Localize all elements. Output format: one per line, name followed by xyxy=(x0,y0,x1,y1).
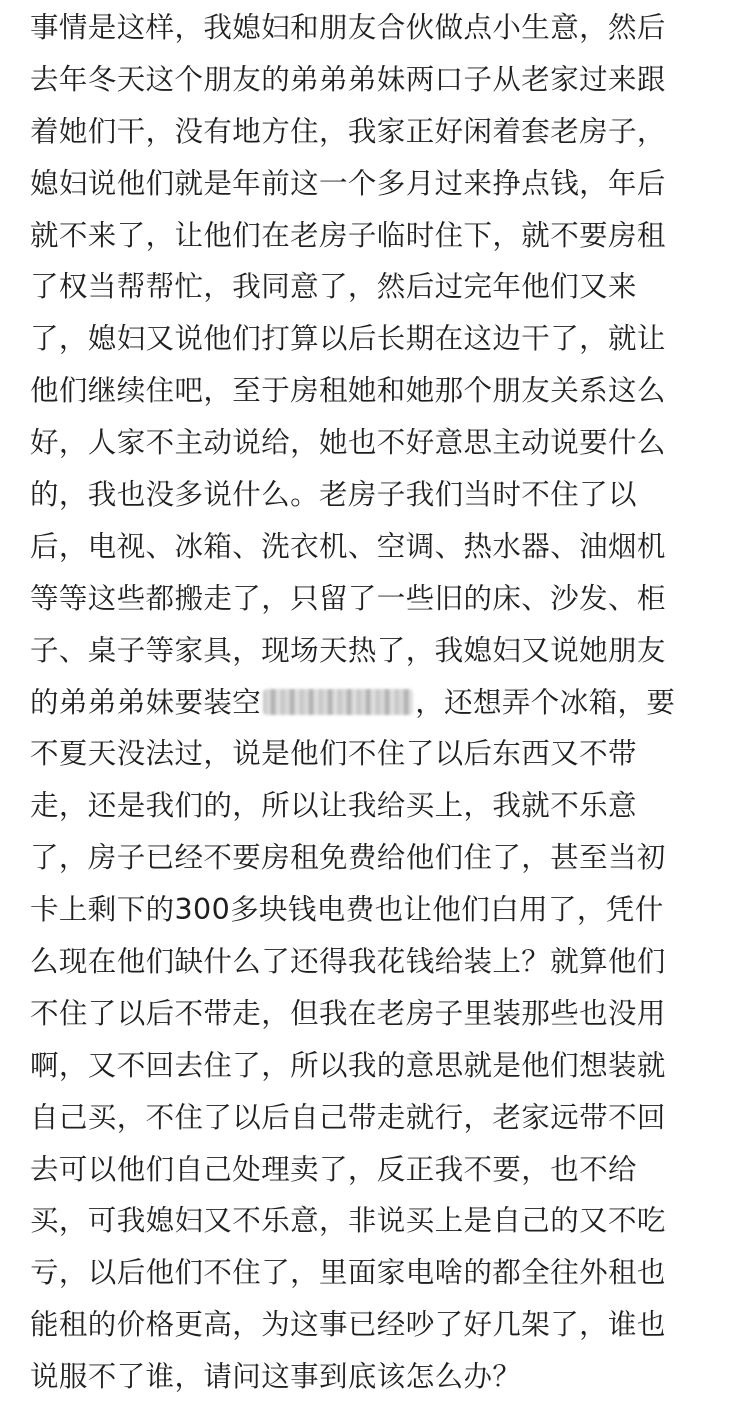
text-line: 么现在他们缺什么了还得我花钱给装上？就算他们 xyxy=(30,945,666,979)
text-line: 着她们干，没有地方住，我家正好闲着套老房子， xyxy=(30,114,666,148)
post-body xyxy=(30,2,730,1403)
text-line: 走，还是我们的，所以让我给买上，我就不乐意 xyxy=(30,789,637,823)
text-line: 去年冬天这个朋友的弟弟弟妹两口子从老家过来跟 xyxy=(30,62,666,96)
text-line: 买，可我媳妇又不乐意，非说买上是自己的又不吃 xyxy=(30,1204,666,1238)
text-line: 就不来了，让他们在老房子临时住下，就不要房租 xyxy=(30,218,666,252)
text-line: 不住了以后不带走，但我在老房子里装那些也没用 xyxy=(30,996,666,1030)
text-line: 自己买，不住了以后自己带走就行，老家远带不回 xyxy=(30,1100,666,1134)
text-line: 啊，又不回去住了，所以我的意思就是他们想装就 xyxy=(30,1048,666,1082)
text-line: 他们继续住吧，至于房租她和她那个朋友关系这么 xyxy=(30,374,666,408)
text-line: 了，媳妇又说他们打算以后长期在这边干了，就让 xyxy=(30,322,666,356)
text-line: 后，电视、冰箱、洗衣机、空调、热水器、油烟机 xyxy=(30,529,666,563)
text-line: 亏，以后他们不住了，里面家电啥的都全往外租也 xyxy=(30,1256,666,1290)
text-line: 好，人家不主动说给，她也不好意思主动说要什么 xyxy=(30,426,666,460)
text-line: 的，我也没多说什么。老房子我们当时不住了以 xyxy=(30,478,637,512)
text-line: 不夏天没法过，说是他们不住了以后东西又不带 xyxy=(30,737,637,771)
text-segment: 的弟弟弟妹要装空 xyxy=(30,685,262,719)
text-line: 了权当帮帮忙，我同意了，然后过完年他们又来 xyxy=(30,270,637,304)
text-line-with-redaction xyxy=(30,677,730,729)
text-line: 能租的价格更高，为这事已经吵了好几架了，谁也 xyxy=(30,1308,666,1342)
text-line: 了，房子已经不要房租免费给他们住了，甚至当初 xyxy=(30,841,666,875)
text-line: 事情是这样，我媳妇和朋友合伙做点小生意，然后 xyxy=(30,11,666,44)
redaction-blur xyxy=(263,689,413,715)
text-line: 媳妇说他们就是年前这一个多月过来挣点钱，年后 xyxy=(30,166,666,200)
text-line: 等等这些都搬走了，只留了一些旧的床、沙发、柜 xyxy=(30,581,666,615)
text-segment: ，还想弄个冰箱，要 xyxy=(415,685,676,719)
text-line: 去可以他们自己处理卖了，反正我不要，也不给 xyxy=(30,1152,637,1186)
text-line: 子、桌子等家具，现场天热了，我媳妇又说她朋友 xyxy=(30,633,666,667)
text-line: 卡上剩下的300多块钱电费也让他们白用了，凭什 xyxy=(30,893,664,927)
text-line: 说服不了谁，请问这事到底该怎么办？ xyxy=(30,1360,522,1394)
